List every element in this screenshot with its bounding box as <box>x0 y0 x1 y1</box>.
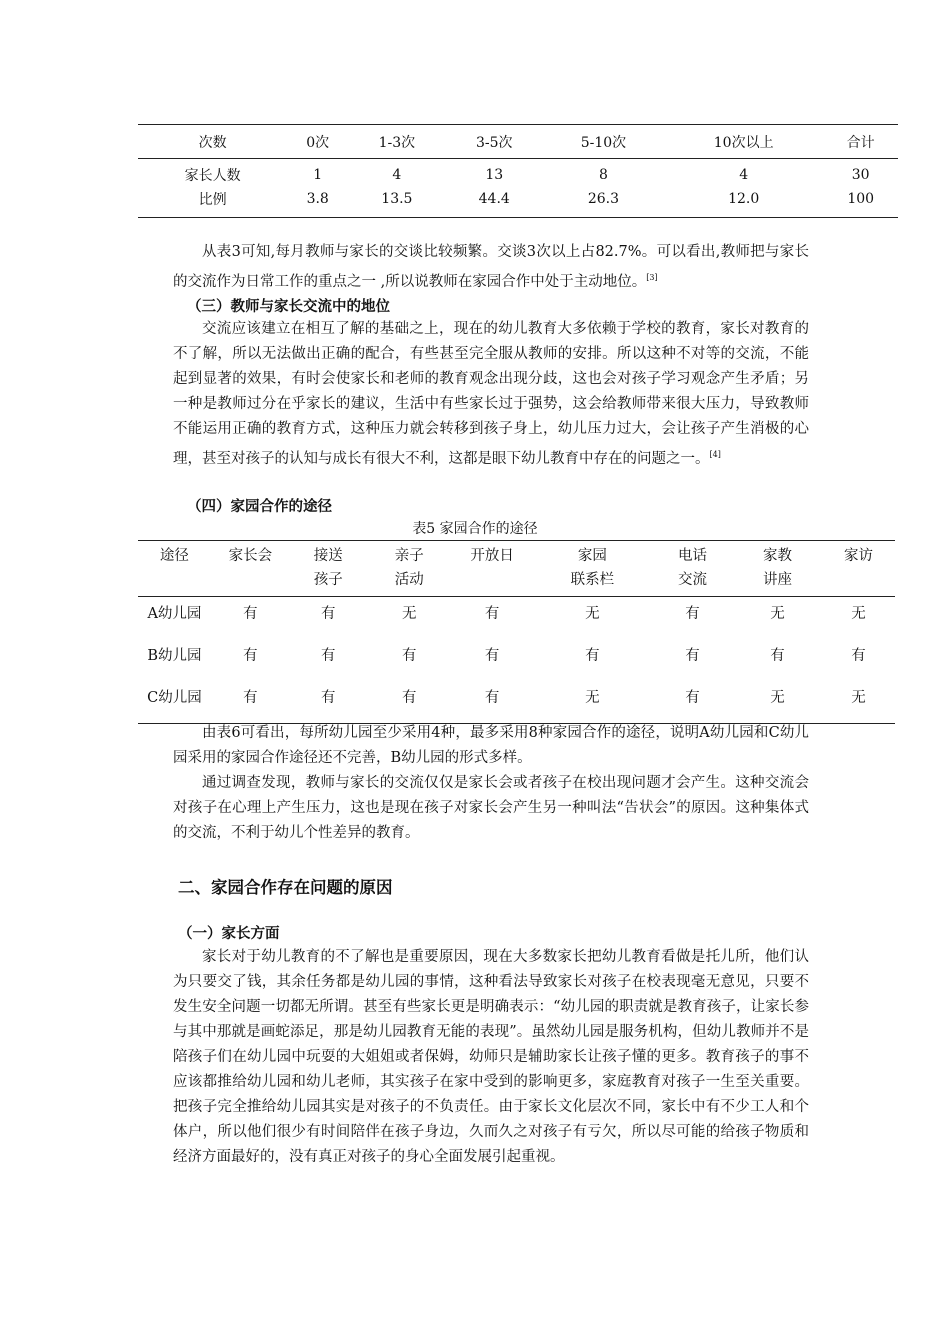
table-header-cell: 3-5次 <box>446 125 543 159</box>
table-cooperation-methods <box>138 540 895 724</box>
table-cell: 有 <box>290 681 367 724</box>
table-header-cell: 1-3次 <box>348 125 445 159</box>
citation-ref: [3] <box>646 273 658 282</box>
table-header-cell: 接送 孩子 <box>290 541 367 597</box>
table-header-cell: 5-10次 <box>543 125 664 159</box>
table-header-cell: 家访 <box>822 541 895 597</box>
table-row <box>138 681 895 724</box>
table-cell: 有 <box>685 648 700 664</box>
table-cell: 有 <box>321 606 336 622</box>
table-cell: 13.5 <box>348 187 445 218</box>
table-header-cell: 电话 交流 <box>652 541 733 597</box>
table-cell: 有 <box>484 648 500 664</box>
table-row <box>138 187 898 218</box>
table-cell: 100 <box>823 187 898 218</box>
table-cell: 有 <box>243 648 258 664</box>
table-cell: 有 <box>243 606 258 622</box>
table-cell: 无 <box>533 681 652 724</box>
table-cell: 无 <box>585 606 600 622</box>
table-cell: 比例 <box>138 187 287 218</box>
table-cell: 无 <box>822 681 895 724</box>
subsection-heading: （四）家园合作的途径 <box>187 499 332 515</box>
table-header-cell: 家园 联系栏 <box>533 541 652 597</box>
paragraph: 家长对于幼儿教育的不了解也是重要原因，现在大多数家长把幼儿教育看做是托儿所，他们认为只要交了钱，其余任务都是幼儿园的事情，这种看法导致家长对孩子在校表现毫无意见，只要不发生安全问题一切都无所谓。甚至有些家长更是明确表示：“幼儿园的职责就是教育孩子，让家长参与其中那就是画蛇添足，那是幼儿园教育无能的表现”。虽然幼儿园是服务机构，但幼儿教师并不是陪孩子们在幼儿园中玩耍的大姐姐或者保姆，幼师只是辅助家长让孩子懂的更多。教育孩子的事不应该都推给幼儿园和幼儿老师，其实孩子在家中受到的影响更多，家庭教育对孩子一生至关重要。把孩子完全推给幼儿园其实是对孩子的不负责任。由于家长文化层次不同，家长中有不少工人和个体户，所以他们很少有时间陪伴在孩子身边，久而久之对孩子有亏欠，所以尽可能的给孩子物质和经济方面最好的，没有真正对孩子的身心全面发展引起重视。 <box>173 949 809 1165</box>
table-cell: 有 <box>211 681 290 724</box>
table-cell: 有 <box>452 681 533 724</box>
paragraph-text: 从表3可知,每月教师与家长的交谈比较频繁。交谈3次以上占82.7%。可以看出,教师把与家长的交流作为日常工作的重点之一 ,所以说教师在家园合作中处于主动地位。 <box>173 244 809 290</box>
paragraph: 通过调查发现，教师与家长的交流仅仅是家长会或者孩子在校出现问题才会产生。这种交流会对孩子在心理上产生压力，这也是现在孩子对家长会产生另一种叫法“告状会”的原因。这种集体式的交流，不利于幼儿个性差异的教育。 <box>173 775 809 841</box>
table-cell: 无 <box>733 681 822 724</box>
table-header-cell: 次数 <box>138 125 287 159</box>
table-cell: 无 <box>851 606 866 622</box>
table-cell: 12.0 <box>664 187 823 218</box>
table-cell: 有 <box>652 681 733 724</box>
table-header-row <box>138 125 898 159</box>
table-cell: 1 <box>313 167 323 183</box>
table-row <box>138 597 895 640</box>
subsection-heading: （一）家长方面 <box>178 926 280 942</box>
table-cell: 有 <box>685 606 700 622</box>
table-cell: A幼儿园 <box>147 606 202 622</box>
citation-ref: [4] <box>709 450 721 459</box>
table-row <box>138 159 898 188</box>
table-cell: 44.4 <box>446 187 543 218</box>
paragraph-text: 交流应该建立在相互了解的基础之上，现在的幼儿教育大多依赖于学校的教育，家长对教育的不了解，所以无法做出正确的配合，有些甚至完全服从教师的安排。所以这种不对等的交流，不能起到显著的效果，有时会使家长和老师的教育观念出现分歧，这也会对孩子学习观念产生矛盾；另一种是教师过分在乎家长的建议，生活中有些家长过于强势，这会给教师带来很大压力，导致教师不能运用正确的教育方式，这种压力就会转移到孩子身上，幼儿压力过大，会让孩子产生消极的心理，甚至对孩子的认知与成长有很大不利，这都是眼下幼儿教育中存在的问题之一。 <box>173 321 809 467</box>
table-cell: 30 <box>851 167 870 183</box>
table-cell: 有 <box>321 648 336 664</box>
paragraph <box>173 317 809 472</box>
table-cell: 有 <box>851 648 866 664</box>
table-cell: B幼儿园 <box>147 648 202 664</box>
table-header-cell: 开放日 <box>452 541 533 597</box>
table-header-cell: 家长会 <box>211 541 290 597</box>
table-cell: 有 <box>585 648 600 664</box>
table-cell: 8 <box>598 167 608 183</box>
table-header-cell: 0次 <box>287 125 348 159</box>
paragraph <box>173 240 809 295</box>
paragraph: 由表6可看出，每所幼儿园至少采用4种，最多采用8种家园合作的途径，说明A幼儿园和C幼儿园采用的家园合作途径还不完善，B幼儿园的形式多样。 <box>173 725 809 766</box>
table-cell: 有 <box>367 681 452 724</box>
table-header-cell: 合计 <box>823 125 898 159</box>
table-cell: 有 <box>770 648 785 664</box>
table-header-cell: 10次以上 <box>664 125 823 159</box>
table-cell: 3.8 <box>287 187 348 218</box>
table-cell: 有 <box>484 606 500 622</box>
table-header-cell: 家教 讲座 <box>733 541 822 597</box>
table-cell: C幼儿园 <box>138 681 211 724</box>
table-cell: 13 <box>485 167 504 183</box>
table-cell: 4 <box>739 167 749 183</box>
table-cell: 无 <box>770 606 785 622</box>
table-header-row <box>138 541 895 597</box>
table-cell: 家长人数 <box>184 168 241 184</box>
table-cell: 26.3 <box>543 187 664 218</box>
table-row <box>138 639 895 681</box>
table-header-cell: 途径 <box>138 541 211 597</box>
table-cell: 4 <box>392 167 402 183</box>
table-caption: 表5 家园合作的途径 <box>412 521 538 537</box>
section-heading: 二、家园合作存在问题的原因 <box>178 878 393 897</box>
subsection-heading: （三）教师与家长交流中的地位 <box>187 299 390 315</box>
table-header-cell: 亲子 活动 <box>367 541 452 597</box>
table-visit-frequency <box>138 124 898 218</box>
table-cell: 无 <box>401 606 417 622</box>
table-cell: 有 <box>401 648 417 664</box>
